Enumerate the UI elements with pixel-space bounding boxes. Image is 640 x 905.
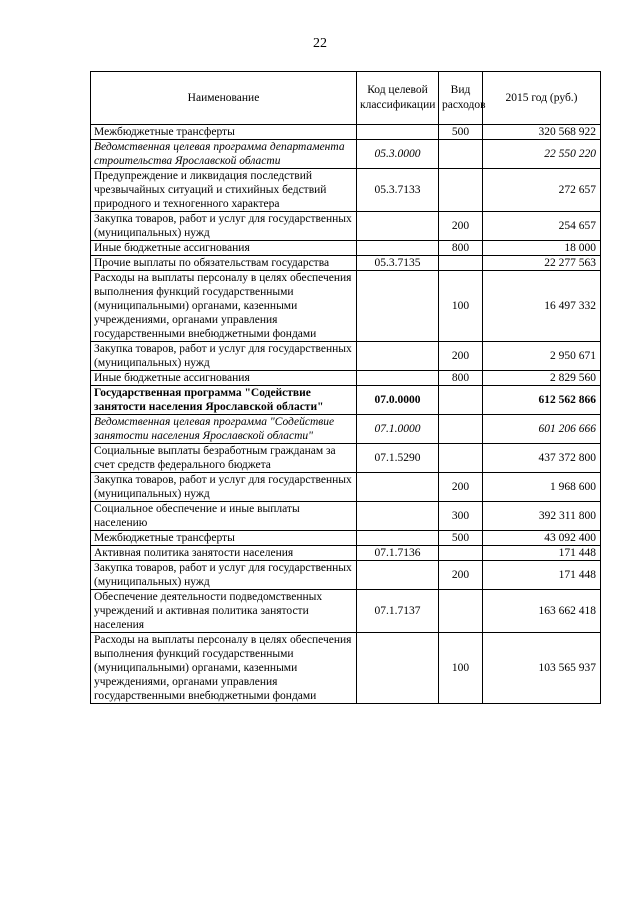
row-name: Государственная программа "Содействие занятости населения Ярославской области"	[91, 386, 357, 415]
page-number: 22	[313, 36, 327, 51]
row-name: Социальное обеспечение и иные выплаты населению	[91, 502, 357, 531]
table-row	[91, 590, 601, 633]
row-code: 07.1.7137	[357, 590, 439, 633]
row-name: Социальные выплаты безработным гражданам за счет средств федерального бюджета	[91, 444, 357, 473]
row-expense-type	[439, 256, 483, 271]
row-amount: 16 497 332	[483, 271, 601, 342]
row-name: Закупка товаров, работ и услуг для государственных (муниципальных) нужд	[91, 212, 357, 241]
row-expense-type: 100	[439, 271, 483, 342]
row-code: 07.0.0000	[357, 386, 439, 415]
row-amount: 320 568 922	[483, 125, 601, 140]
row-expense-type	[439, 386, 483, 415]
row-code: 05.3.0000	[357, 140, 439, 169]
row-name: Ведомственная целевая программа "Содействие занятости населения Ярославской области"	[91, 415, 357, 444]
header-amount: 2015 год (руб.)	[483, 72, 601, 125]
header-type: Вид расходов	[439, 72, 483, 125]
row-name: Активная политика занятости населения	[91, 546, 357, 561]
row-amount: 254 657	[483, 212, 601, 241]
table-row	[91, 371, 601, 386]
table-row	[91, 531, 601, 546]
row-expense-type: 200	[439, 212, 483, 241]
row-name: Иные бюджетные ассигнования	[91, 371, 357, 386]
row-code	[357, 531, 439, 546]
row-name: Обеспечение деятельности подведомственных учреждений и активная политика занятости населения	[91, 590, 357, 633]
row-code	[357, 342, 439, 371]
row-code: 07.1.0000	[357, 415, 439, 444]
row-expense-type: 500	[439, 531, 483, 546]
row-amount: 437 372 800	[483, 444, 601, 473]
row-amount: 171 448	[483, 561, 601, 590]
row-name: Межбюджетные трансферты	[91, 531, 357, 546]
row-amount: 103 565 937	[483, 633, 601, 704]
row-code: 05.3.7133	[357, 169, 439, 212]
table-row	[91, 241, 601, 256]
table-row	[91, 212, 601, 241]
table-row	[91, 502, 601, 531]
table-row	[91, 415, 601, 444]
row-expense-type: 300	[439, 502, 483, 531]
table-body	[91, 125, 601, 704]
row-code	[357, 241, 439, 256]
row-expense-type	[439, 590, 483, 633]
row-name: Иные бюджетные ассигнования	[91, 241, 357, 256]
table-row	[91, 561, 601, 590]
row-amount: 22 277 563	[483, 256, 601, 271]
row-expense-type	[439, 415, 483, 444]
row-code	[357, 212, 439, 241]
row-expense-type	[439, 546, 483, 561]
row-amount: 392 311 800	[483, 502, 601, 531]
table-row	[91, 125, 601, 140]
row-expense-type	[439, 169, 483, 212]
table-row	[91, 633, 601, 704]
row-expense-type: 800	[439, 241, 483, 256]
row-name: Предупреждение и ликвидация последствий чрезвычайных ситуаций и стихийных бедствий природного и техногенного характера	[91, 169, 357, 212]
row-amount: 272 657	[483, 169, 601, 212]
row-name: Расходы на выплаты персоналу в целях обеспечения выполнения функций государственными (муниципальными) органами, казенными учреждениями, органами управления государственными внебюджетными фондами	[91, 633, 357, 704]
row-expense-type	[439, 444, 483, 473]
table-row	[91, 444, 601, 473]
row-expense-type: 800	[439, 371, 483, 386]
row-code	[357, 633, 439, 704]
row-code	[357, 371, 439, 386]
row-code	[357, 473, 439, 502]
row-amount: 601 206 666	[483, 415, 601, 444]
table-row	[91, 140, 601, 169]
row-name: Закупка товаров, работ и услуг для государственных (муниципальных) нужд	[91, 342, 357, 371]
row-code	[357, 271, 439, 342]
row-name: Закупка товаров, работ и услуг для государственных (муниципальных) нужд	[91, 473, 357, 502]
table-row	[91, 271, 601, 342]
table-row	[91, 386, 601, 415]
row-code	[357, 561, 439, 590]
row-amount: 18 000	[483, 241, 601, 256]
row-amount: 43 092 400	[483, 531, 601, 546]
table-header-row	[91, 72, 601, 125]
table-row	[91, 169, 601, 212]
row-code	[357, 125, 439, 140]
table-row	[91, 546, 601, 561]
row-name: Ведомственная целевая программа департамента строительства Ярославской области	[91, 140, 357, 169]
header-code: Код целевой классификации	[357, 72, 439, 125]
row-expense-type: 200	[439, 342, 483, 371]
row-amount: 22 550 220	[483, 140, 601, 169]
header-name: Наименование	[91, 72, 357, 125]
row-code: 05.3.7135	[357, 256, 439, 271]
row-code: 07.1.7136	[357, 546, 439, 561]
row-amount: 2 950 671	[483, 342, 601, 371]
row-amount: 171 448	[483, 546, 601, 561]
table-row	[91, 473, 601, 502]
row-name: Прочие выплаты по обязательствам государства	[91, 256, 357, 271]
row-amount: 1 968 600	[483, 473, 601, 502]
row-code: 07.1.5290	[357, 444, 439, 473]
row-expense-type: 200	[439, 561, 483, 590]
row-expense-type: 200	[439, 473, 483, 502]
row-name: Межбюджетные трансферты	[91, 125, 357, 140]
row-code	[357, 502, 439, 531]
row-name: Закупка товаров, работ и услуг для государственных (муниципальных) нужд	[91, 561, 357, 590]
row-expense-type: 100	[439, 633, 483, 704]
row-amount: 612 562 866	[483, 386, 601, 415]
row-name: Расходы на выплаты персоналу в целях обеспечения выполнения функций государственными (муниципальными) органами, казенными учреждениями, органами управления государственными внебюджетными фондами	[91, 271, 357, 342]
table-row	[91, 342, 601, 371]
row-amount: 2 829 560	[483, 371, 601, 386]
budget-table	[90, 71, 601, 704]
table-row	[91, 256, 601, 271]
row-expense-type	[439, 140, 483, 169]
row-expense-type: 500	[439, 125, 483, 140]
row-amount: 163 662 418	[483, 590, 601, 633]
